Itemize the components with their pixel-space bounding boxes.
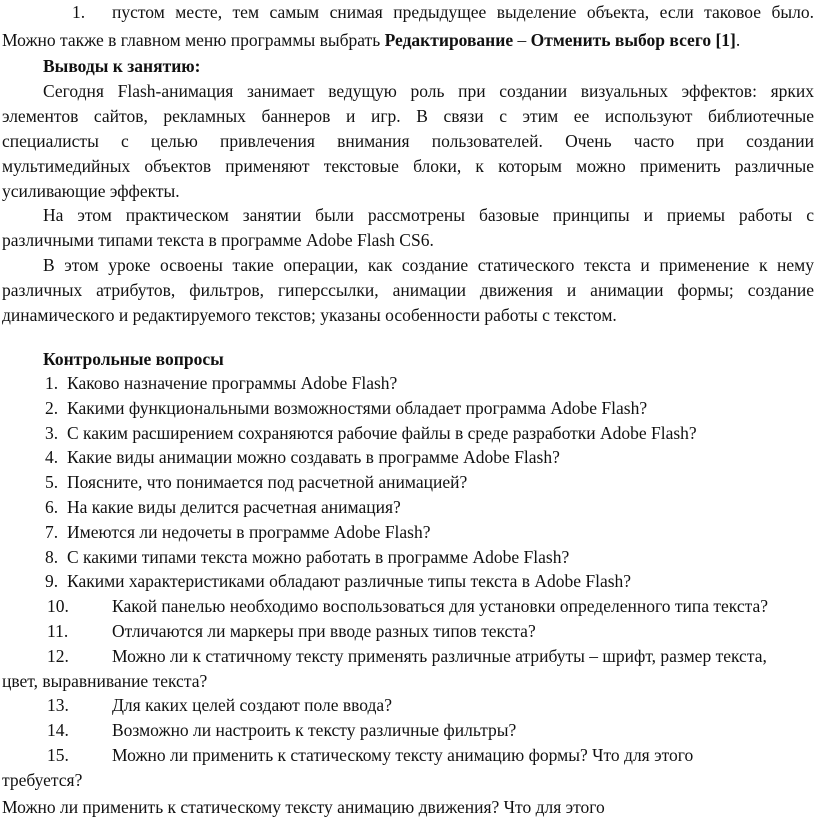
question-text: Для каких целей создают поле ввода? xyxy=(112,695,392,715)
question-text: Какими функциональными возможностями обладает программа Adobe Flash? xyxy=(67,398,648,418)
question-text: Каково назначение программы Adobe Flash? xyxy=(67,373,398,393)
conclusions-heading-text: Выводы к занятию: xyxy=(43,56,201,76)
top-item-text: пустом месте, тем самым снимая предыдущее выделение объекта, если таковое было. xyxy=(112,2,814,22)
p3-line: динамического и редактируемого текстов; указаны особенности работы с текстом. xyxy=(2,305,617,325)
p2-line: различными типами текста в программе Adobe Flash CS6. xyxy=(2,230,434,250)
top-end: . xyxy=(735,30,741,50)
question-text: Какой панелью необходимо воспользоваться для установки определенного типа текста? xyxy=(112,596,768,616)
question-number: 13. xyxy=(47,695,69,715)
p1-line: специалисты с целью привлечения внимания пользователей. Очень часто при создании xyxy=(2,131,814,151)
p3-line: различных атрибутов, фильтров, гиперссылки, анимации движения и анимации формы; создание xyxy=(2,280,814,300)
p2-line: На этом практическом занятии были рассмотрены базовые принципы и приемы работы с xyxy=(43,205,814,225)
question-number: 5. xyxy=(45,472,59,492)
question-number: 2. xyxy=(45,398,59,418)
question-text: Отличаются ли маркеры при вводе разных типов текста? xyxy=(112,621,536,641)
question-text: Можно ли применить к статическому тексту анимацию формы? Что для этого xyxy=(112,745,694,765)
conclusions-heading xyxy=(43,56,816,76)
menu-path-sep: – xyxy=(513,30,531,50)
question-number: 11. xyxy=(47,621,69,641)
question-text: Имеются ли недочеты в программе Adobe Flash? xyxy=(67,522,431,542)
question-number: 12. xyxy=(47,646,69,666)
menu-path-edit: Редактирование xyxy=(384,30,514,50)
question-number: 6. xyxy=(45,497,59,517)
question-continuation: цвет, выравнивание текста? xyxy=(2,671,208,691)
top-continuation-line xyxy=(2,30,816,50)
question-number: 14. xyxy=(47,720,69,740)
question-text: С каким расширением сохраняются рабочие файлы в среде разработки Adobe Flash? xyxy=(67,423,697,443)
question-text: С какими типами текста можно работать в программе Adobe Flash? xyxy=(67,547,570,567)
p1-line: усиливающие эффекты. xyxy=(2,181,180,201)
question-number: 10. xyxy=(47,596,69,616)
menu-path-deselect: Отменить выбор всего [1] xyxy=(530,30,736,50)
question-number: 3. xyxy=(45,423,59,443)
p1-line: Сегодня Flash-анимация занимает ведущую роль при создании визуальных эффектов: ярких xyxy=(43,81,814,101)
question-text: Поясните, что понимается под расчетной анимацией? xyxy=(67,472,468,492)
p1-line: мультимедийных объектов применяют текстовые блоки, к которым можно применить различные xyxy=(2,156,814,176)
questions-heading xyxy=(43,349,816,369)
question-number: 15. xyxy=(47,745,69,765)
top-item-number: 1. xyxy=(72,2,86,22)
question-number: 9. xyxy=(45,571,59,591)
question-number: 4. xyxy=(45,447,59,467)
question-text: Возможно ли настроить к тексту различные фильтры? xyxy=(112,720,517,740)
p3-line: В этом уроке освоены такие операции, как создание статического текста и применение к нему xyxy=(43,255,814,275)
question-text: Какие виды анимации можно создавать в программе Adobe Flash? xyxy=(67,447,560,467)
top-prefix: Можно также в главном меню программы выбрать xyxy=(2,30,385,50)
questions-heading-text: Контрольные вопросы xyxy=(43,349,224,369)
question-text: Можно ли к статичному тексту применять различные атрибуты – шрифт, размер текста, xyxy=(112,646,767,666)
question-number: 7. xyxy=(45,522,59,542)
p1-line: элементов сайтов, рекламных баннеров и игр. В связи с этим ее используют библиотечные xyxy=(2,106,814,126)
question-text: На какие виды делится расчетная анимация? xyxy=(67,497,401,517)
question-text: Какими характеристиками обладают различные типы текста в Adobe Flash? xyxy=(67,571,632,591)
question-number: 8. xyxy=(45,547,59,567)
question-continuation: требуется? xyxy=(2,770,83,790)
question-number: 1. xyxy=(45,373,59,393)
trailing-question: Можно ли применить к статическому тексту анимацию движения? Что для этого xyxy=(2,797,605,817)
